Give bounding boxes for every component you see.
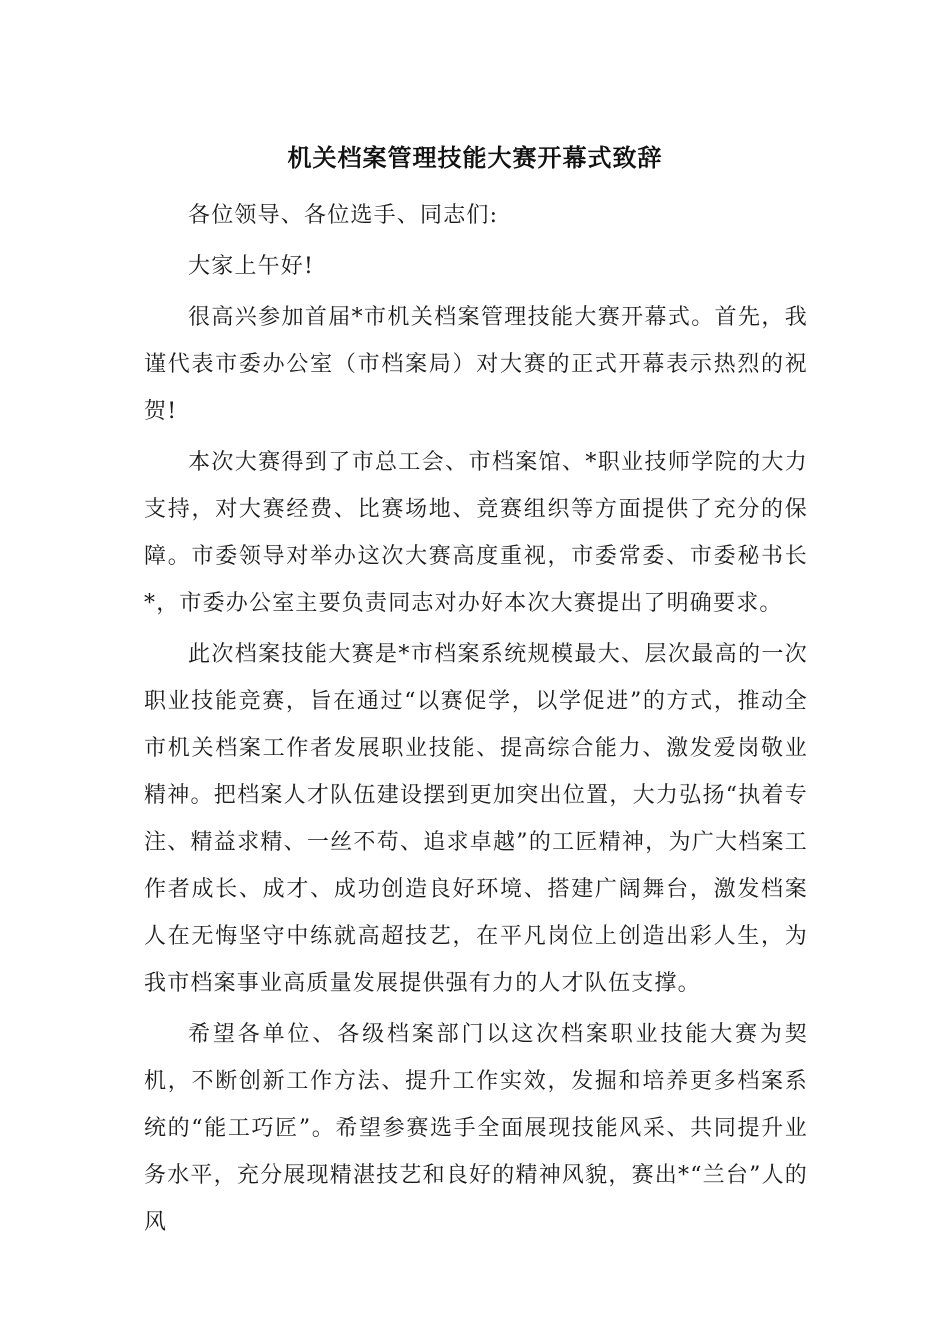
body-paragraph-3: 此次档案技能大赛是*市档案系统规模最大、层次最高的一次职业技能竞赛，旨在通过“以赛促学，以学促进”的方式，推动全市机关档案工作者发展职业技能、提高综合能力、激发爱岗敬业精神。把档案人才队伍建设摆到更加突出位置，大力弘扬“执着专注、精益求精、一丝不苟、追求卓越”的工匠精神，为广大档案工作者成长、成才、成功创造良好环境、搭建广阔舞台，激发档案人在无悔坚守中练就高超技艺，在平凡岗位上创造出彩人生，为我市档案事业高质量发展提供强有力的人才队伍支撑。 <box>144 642 808 996</box>
salutation-paragraph: 各位领导、各位选手、同志们: <box>188 203 499 228</box>
greeting-paragraph: 大家上午好! <box>188 254 315 279</box>
body-paragraph-1: 很高兴参加首届*市机关档案管理技能大赛开幕式。首先，我谨代表市委办公室（市档案局）对大赛的正式开幕表示热烈的祝贺! <box>144 305 808 424</box>
document-body <box>144 192 808 1250</box>
body-paragraph-4: 希望各单位、各级档案部门以这次档案职业技能大赛为契机，不断创新工作方法、提升工作实效，发掘和培养更多档案系统的“能工巧匠”。希望参赛选手全面展现技能风采、共同提升业务水平，充分展现精湛技艺和良好的精神风貌，赛出*“兰台”人的风 <box>144 1022 808 1235</box>
document-title: 机关档案管理技能大赛开幕式致辞 <box>287 143 663 172</box>
body-paragraph-2: 本次大赛得到了市总工会、市档案馆、*职业技师学院的大力支持，对大赛经费、比赛场地、竞赛组织等方面提供了充分的保障。市委领导对举办这次大赛高度重视，市委常委、市委秘书长*，市委办公室主要负责同志对办好本次大赛提出了明确要求。 <box>144 450 808 616</box>
